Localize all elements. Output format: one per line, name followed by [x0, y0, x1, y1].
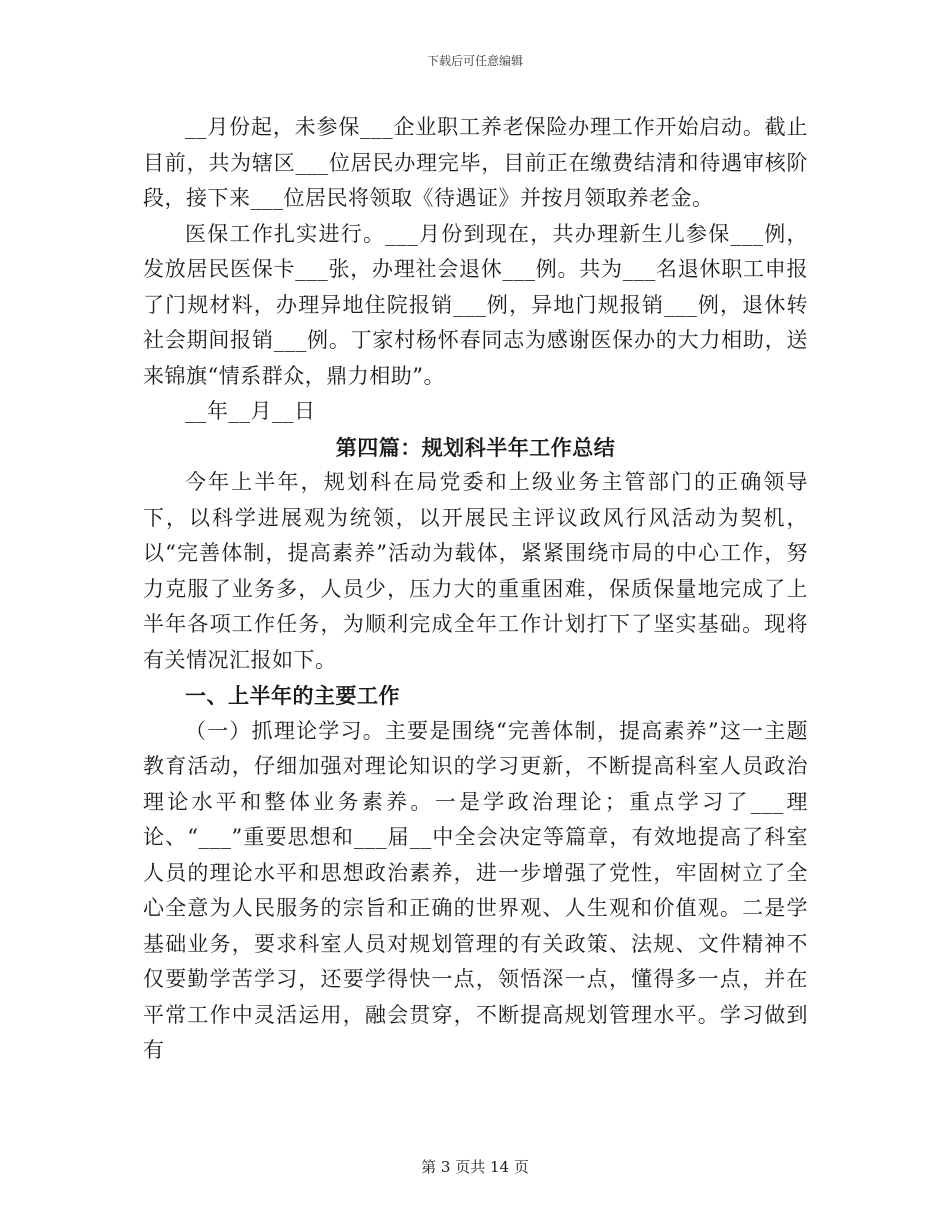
paragraph-theory-study: （一）抓理论学习。主要是围绕“完善体制，提高素养”这一主题教育活动，仔细加强对理论知识的学习更新，不断提高科室人员政治理论水平和整体业务素养。一是学政治理论；重点学习了___理论、“___”重要思想和___届__中全会决定等篇章，有效地提高了科室人员的理论水平和思想政治素养，进一步增强了党性，牢固树立了全心全意为人民服务的宗旨和正确的世界观、人生观和价值观。二是学基础业务，要求科室人员对规划管理的有关政策、法规、文件精神不仅要勤学苦学习，还要学得快一点，领悟深一点，懂得多一点，并在平常工作中灵活运用，融会贯穿，不断提高规划管理水平。学习做到有: [143, 718, 808, 1062]
date-line: __年__月__日: [185, 399, 316, 423]
header-note: 下载后可任意编辑: [426, 54, 523, 68]
section-title: 第四篇：规划科半年工作总结: [335, 434, 616, 460]
paragraph-medical-insurance: 医保工作扎实进行。___月份到现在，共办理新生儿参保___例，发放居民医保卡___张，办理社会退休___例。共为___名退休职工申报了门规材料，办理异地住院报销___例，异地门规报销___例，退休转社会期间报销___例。丁家村杨怀春同志为感谢医保办的大力相助，送来锦旗“情系群众，鼎力相助”。: [143, 221, 808, 388]
paragraph-intro: 今年上半年，规划科在局党委和上级业务主管部门的正确领导下，以科学进展观为统领，以开展民主评议政风行风活动为契机，以“完善体制，提高素养”活动为载体，紧紧围绕市局的中心工作，努力克服了业务多，人员少，压力大的重重困难，保质保量地完成了上半年各项工作任务，为顺利完成全年工作计划打下了坚实基础。现将有关情况汇报如下。: [143, 470, 808, 672]
subheading-main-work: 一、上半年的主要工作: [185, 683, 400, 708]
document-body: [143, 110, 808, 1069]
page-number: 第 3 页共 14 页: [421, 1158, 529, 1176]
paragraph-pension: __月份起，未参保___企业职工养老保险办理工作开始启动。截止目前，共为辖区___位居民办理完毕，目前正在缴费结清和待遇审核阶段，接下来___位居民将领取《待遇证》并按月领取养老金。: [143, 115, 808, 210]
